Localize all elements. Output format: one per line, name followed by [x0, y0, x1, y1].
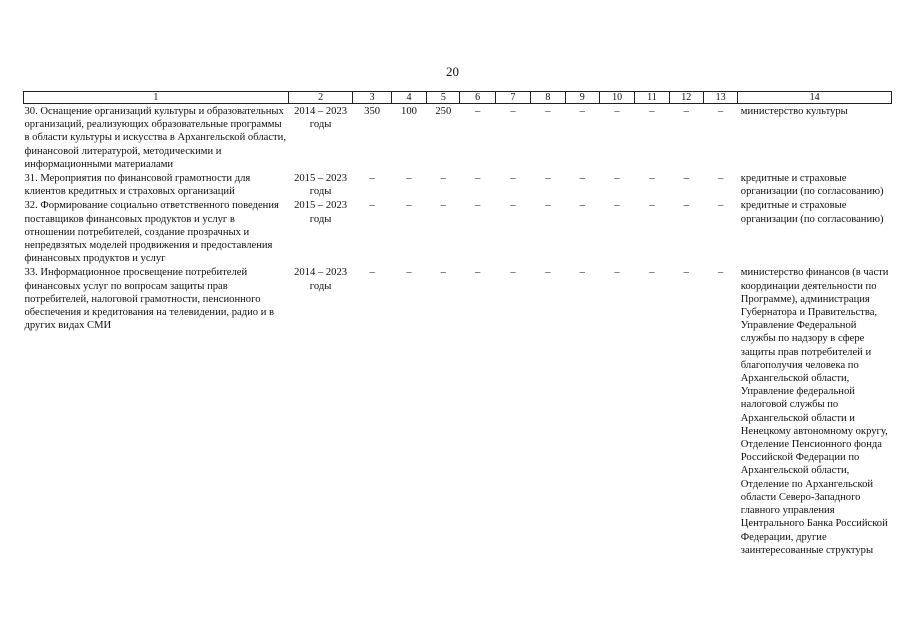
- value-cell: –: [475, 267, 481, 279]
- value-cell: –: [510, 173, 516, 185]
- activity-name: 30. Оснащение организаций культуры и образовательных организаций, реализующих образовательные программы в области культуры и искусства в Архангельской области, финансовой литературой, методическими и информационными материалами: [24, 106, 286, 170]
- value-cell: –: [717, 106, 724, 117]
- table-row: [24, 198, 892, 265]
- value-cell: –: [369, 173, 375, 185]
- activity-name: 32. Формирование социально ответственного поведения поставщиков финансовых продуктов и услуг в отношении потребителей, создание прозрачных и непредвзятых моделей продвижения и предоставления финансовых продуктов и услуг: [24, 200, 279, 265]
- period-text: 2014 – 2023 годы: [294, 106, 348, 131]
- value-cell: –: [545, 173, 551, 185]
- program-activities-table: [23, 91, 892, 557]
- value-cell: –: [440, 173, 446, 185]
- table-row: [24, 265, 892, 556]
- activity-name: 33. Информационное просвещение потребителей финансовых услуг по вопросам защиты прав потребителей, налоговой грамотности, пенсионного обеспечения и кредитования на телевидении, радио и в других видах СМИ: [24, 267, 275, 332]
- value-cell: –: [440, 267, 446, 279]
- value-cell: –: [649, 267, 655, 279]
- value-cell: –: [510, 200, 516, 212]
- period-text: 2015 – 2023 годы: [294, 173, 348, 198]
- column-header: 3: [353, 92, 391, 104]
- value-cell: –: [475, 200, 481, 212]
- column-header: 1: [24, 92, 289, 104]
- executor-cell: министерство финансов (в части координации деятельности по Программе), администрация Губернатора и Правительства, Управление Федеральной службы по надзору в сфере защиты прав потребителей и благополучия человека по Архангельской области, Управление федеральной налоговой службы по Архангельской области и Ненецкому автономному округу, Отделение Пенсионного фонда Российской Федерации по Архангельской области, Отделение по Архангельской области Северо-Западного главного управления Центрального Банка Российской Федерации, другие заинтересованные структуры: [740, 267, 889, 556]
- value-cell: –: [649, 173, 655, 185]
- page-number: 20: [446, 64, 459, 79]
- value-cell: –: [649, 106, 655, 117]
- value-cell: –: [406, 267, 412, 279]
- value-cell: –: [545, 200, 551, 212]
- column-header: 2: [288, 92, 353, 104]
- column-header: 5: [427, 92, 460, 104]
- column-header: 11: [635, 92, 669, 104]
- value-cell: –: [649, 200, 655, 212]
- value-cell: –: [717, 173, 724, 185]
- period-cell: [288, 104, 353, 172]
- period-text: 2014 – 2023 годы: [294, 267, 348, 292]
- value-cell: 100: [401, 106, 417, 117]
- value-cell: –: [579, 267, 585, 279]
- value-cell: –: [579, 200, 585, 212]
- period-cell: [288, 265, 353, 556]
- value-cell: –: [406, 173, 412, 185]
- period-cell: [288, 198, 353, 265]
- value-cell: –: [683, 200, 689, 212]
- activity-name: 31. Мероприятия по финансовой грамотности для клиентов кредитных и страховых организаций: [24, 173, 251, 198]
- value-cell: –: [614, 106, 620, 117]
- column-header: 6: [460, 92, 495, 104]
- column-header: 14: [738, 92, 892, 104]
- column-header: 10: [599, 92, 634, 104]
- column-header: 9: [565, 92, 599, 104]
- column-header: 8: [531, 92, 565, 104]
- table-row: [24, 104, 892, 172]
- value-cell: –: [683, 173, 689, 185]
- value-cell: –: [614, 200, 620, 212]
- executor-cell: кредитные и страховые организации (по согласованию): [740, 200, 884, 225]
- value-cell: –: [440, 200, 446, 212]
- value-cell: –: [717, 200, 724, 212]
- period-text: 2015 – 2023 годы: [294, 200, 348, 225]
- value-cell: –: [614, 267, 620, 279]
- value-cell: –: [683, 267, 689, 279]
- column-header: 12: [669, 92, 703, 104]
- executor-cell: кредитные и страховые организации (по согласованию): [740, 173, 884, 198]
- executor-cell: министерство культуры: [740, 106, 848, 117]
- column-header: 7: [495, 92, 530, 104]
- column-header: 4: [391, 92, 426, 104]
- value-cell: –: [614, 173, 620, 185]
- period-cell: [288, 171, 353, 198]
- value-cell: –: [579, 173, 585, 185]
- column-header: 13: [703, 92, 737, 104]
- value-cell: 350: [364, 106, 381, 117]
- value-cell: –: [545, 267, 551, 279]
- table-row: [24, 171, 892, 198]
- value-cell: –: [475, 106, 481, 117]
- value-cell: –: [475, 173, 481, 185]
- value-cell: –: [717, 267, 724, 279]
- value-cell: –: [579, 106, 585, 117]
- value-cell: –: [510, 106, 516, 117]
- value-cell: –: [369, 267, 375, 279]
- value-cell: –: [545, 106, 551, 117]
- column-number-row: [24, 92, 892, 104]
- value-cell: –: [510, 267, 516, 279]
- value-cell: 250: [435, 106, 452, 117]
- value-cell: –: [369, 200, 375, 212]
- value-cell: –: [683, 106, 689, 117]
- value-cell: –: [406, 200, 412, 212]
